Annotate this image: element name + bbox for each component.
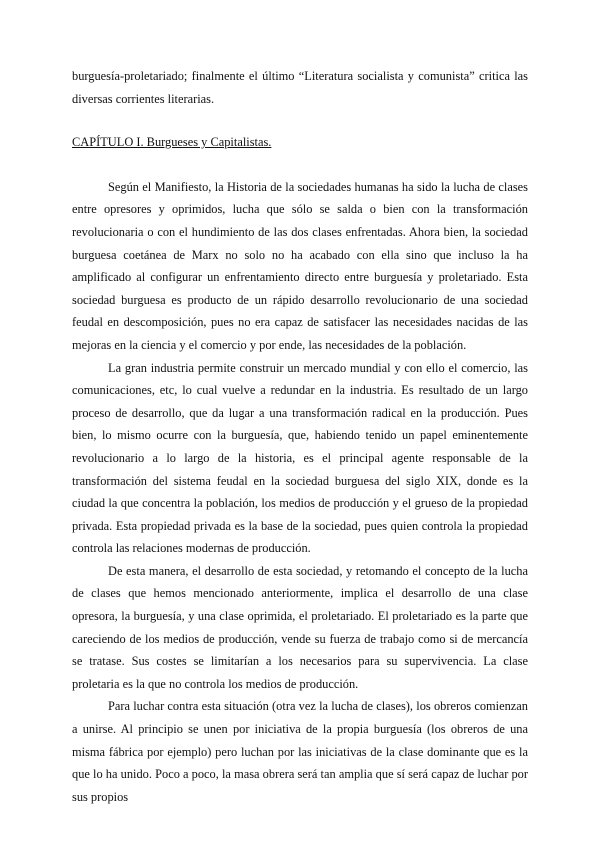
intro-paragraph: burguesía-proletariado; finalmente el último “Literatura socialista y comunista” critica las diversas corrientes literarias. <box>72 69 528 106</box>
body-paragraph-1: Según el Manifiesto, la Historia de la sociedades humanas ha sido la lucha de clases entre opresores y oprimidos, lucha que sólo se salda o bien con la transformación revolucionaria o con el hundimiento de las dos clases enfrentadas. Ahora bien, la sociedad burguesa coetánea de Marx no solo no ha acabado con ella sino que incluso la ha amplificado al configurar un enfrentamiento directo entre burguesía y proletariado. Esta sociedad burguesa es producto de un rápido desarrollo revolucionario de una sociedad feudal en descomposición, pues no era capaz de satisfacer las necesidades nacidas de las mejoras en la ciencia y el comercio y por ende, las necesidades de la población. <box>72 179 528 352</box>
chapter-heading: CAPÍTULO I. Burgueses y Capitalistas. <box>72 135 272 150</box>
body-paragraph-3: De esta manera, el desarrollo de esta sociedad, y retomando el concepto de la lucha de clases que hemos mencionado anteriormente, implica el desarrollo de una clase opresora, la burguesía, y una clase oprimida, el proletariado. El proletariado es la parte que careciendo de los medios de producción, vende su fuerza de trabajo como si de mercancía se tratase. Sus costes se limitarían a los necesarios para su supervivencia. La clase proletaria es la que no controla los medios de producción. <box>72 563 528 691</box>
body-paragraph-2: La gran industria permite construir un mercado mundial y con ello el comercio, las comunicaciones, etc, lo cual vuelve a redundar en la industria. Es resultado de un largo proceso de desarrollo, que da lugar a una transformación radical en la producción. Pues bien, lo mismo ocurre con la burguesía, que, habiendo tenido un papel eminentemente revolucionario a lo largo de la historia, es el principal agente responsable de la transformación del sistema feudal en la sociedad burguesa del siglo XIX, donde es la ciudad la que concentra la población, los medios de producción y el grueso de la propiedad privada. Esta propiedad privada es la base de la sociedad, pues quien controla la propiedad controla las relaciones modernas de producción. <box>72 360 528 556</box>
body-paragraph-4: Para luchar contra esta situación (otra vez la lucha de clases), los obreros comienzan a unirse. Al principio se unen por iniciativa de la propia burguesía (los obreros de una misma fábrica por ejemplo) pero luchan por las iniciativas de la clase dominante que es la que lo ha unido. Poco a poco, la masa obrera será tan amplia que sí será capaz de luchar por sus propios <box>72 699 528 804</box>
